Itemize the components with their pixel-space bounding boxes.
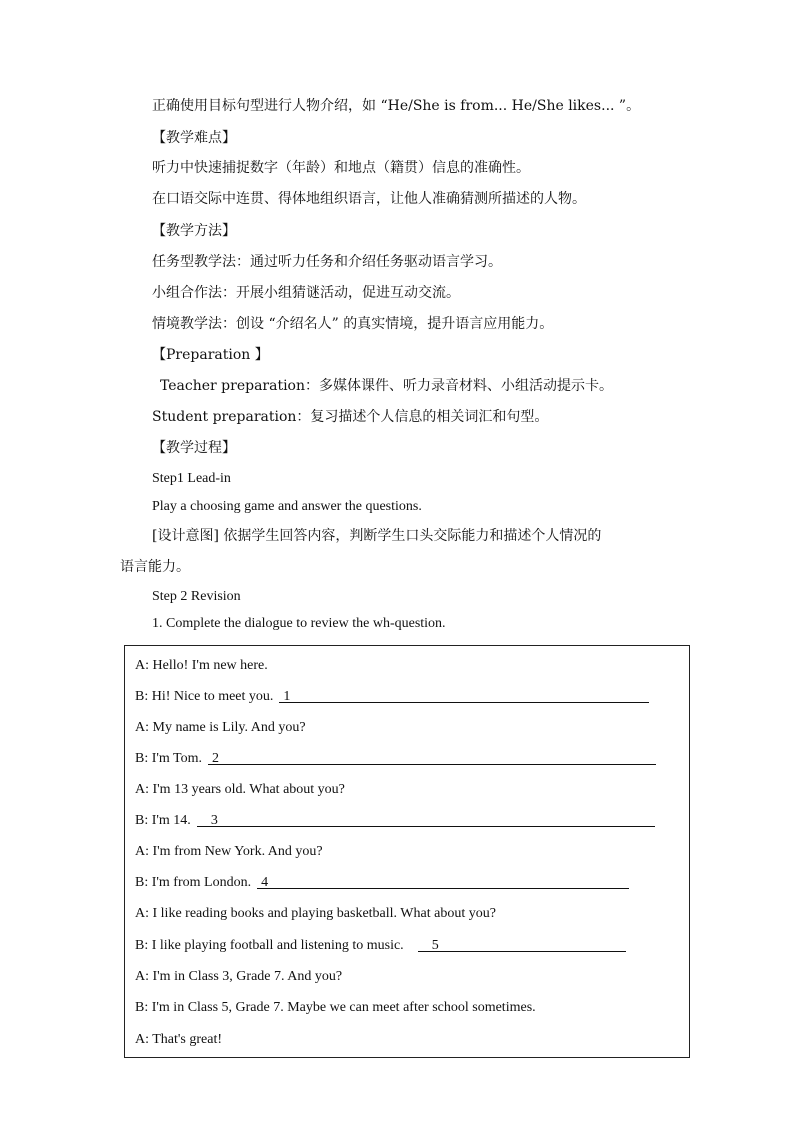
- dialogue-line: [135, 998, 536, 1018]
- student-preparation: Student preparation：复习描述个人信息的相关词汇和句型。: [152, 409, 549, 425]
- dialogue-line: [135, 873, 629, 893]
- dialogue-line: [135, 842, 323, 862]
- dialogue-text: B: Hi! Nice to meet you.: [135, 689, 274, 704]
- answer-blank-3[interactable]: 3: [197, 811, 655, 827]
- dialogue-text: A: That's great!: [135, 1032, 223, 1047]
- objective-line: 正确使用目标句型进行人物介绍，如 “He/She is from... He/She likes... ”。: [152, 98, 641, 114]
- dialogue-text: A: I'm in Class 3, Grade 7. And you?: [135, 969, 343, 984]
- dialogue-line: [135, 1030, 222, 1050]
- method-3: 情境教学法：创设 “介绍名人” 的真实情境，提升语言应用能力。: [152, 316, 554, 332]
- dialogue-line: [135, 656, 268, 676]
- heading-teaching-methods: 【教学方法】: [152, 223, 236, 239]
- dialogue-box: [124, 645, 690, 1058]
- step1-task: Play a choosing game and answer the questions.: [152, 499, 422, 514]
- difficulty-1: 听力中快速捕捉数字（年龄）和地点（籍贯）信息的准确性。: [152, 160, 530, 176]
- dialogue-text: B: I'm 14.: [135, 813, 191, 828]
- heading-teaching-difficulties: 【教学难点】: [152, 130, 236, 146]
- answer-blank-5[interactable]: 5: [418, 936, 626, 952]
- dialogue-text: B: I like playing football and listening to music.: [135, 938, 404, 953]
- step1-title: Step1 Lead-in: [152, 471, 231, 486]
- answer-blank-2[interactable]: 2: [208, 749, 656, 765]
- method-2: 小组合作法：开展小组猜谜活动，促进互动交流。: [152, 285, 460, 301]
- dialogue-line: [135, 687, 649, 707]
- dialogue-line: [135, 904, 496, 924]
- dialogue-line: [135, 811, 655, 831]
- heading-preparation: 【Preparation 】: [152, 347, 269, 363]
- method-1: 任务型教学法：通过听力任务和介绍任务驱动语言学习。: [152, 254, 502, 270]
- dialogue-text: A: I like reading books and playing basketball. What about you?: [135, 906, 496, 921]
- step2-title: Step 2 Revision: [152, 589, 241, 604]
- dialogue-line: [135, 967, 342, 987]
- design-intent-line2: 语言能力。: [120, 559, 190, 575]
- dialogue-text: A: I'm 13 years old. What about you?: [135, 782, 345, 797]
- answer-blank-4[interactable]: 4: [257, 873, 629, 889]
- dialogue-line: [135, 718, 306, 738]
- dialogue-line: [135, 936, 626, 956]
- dialogue-text: A: Hello! I'm new here.: [135, 658, 268, 673]
- step2-task: 1. Complete the dialogue to review the wh-question.: [152, 616, 446, 631]
- dialogue-text: B: I'm from London.: [135, 875, 252, 890]
- dialogue-text: A: I'm from New York. And you?: [135, 844, 323, 859]
- dialogue-text: A: My name is Lily. And you?: [135, 720, 306, 735]
- dialogue-text: B: I'm Tom.: [135, 751, 203, 766]
- dialogue-text: B: I'm in Class 5, Grade 7. Maybe we can meet after school sometimes.: [135, 1000, 536, 1015]
- dialogue-line: [135, 749, 656, 769]
- answer-blank-1[interactable]: 1: [279, 687, 649, 703]
- teacher-preparation: Teacher preparation：多媒体课件、听力录音材料、小组活动提示卡。: [160, 378, 614, 394]
- difficulty-2: 在口语交际中连贯、得体地组织语言，让他人准确猜测所描述的人物。: [152, 191, 586, 207]
- dialogue-line: [135, 780, 345, 800]
- heading-teaching-process: 【教学过程】: [152, 440, 236, 456]
- design-intent-line1: [设计意图] 依据学生回答内容，判断学生口头交际能力和描述个人情况的: [152, 528, 602, 544]
